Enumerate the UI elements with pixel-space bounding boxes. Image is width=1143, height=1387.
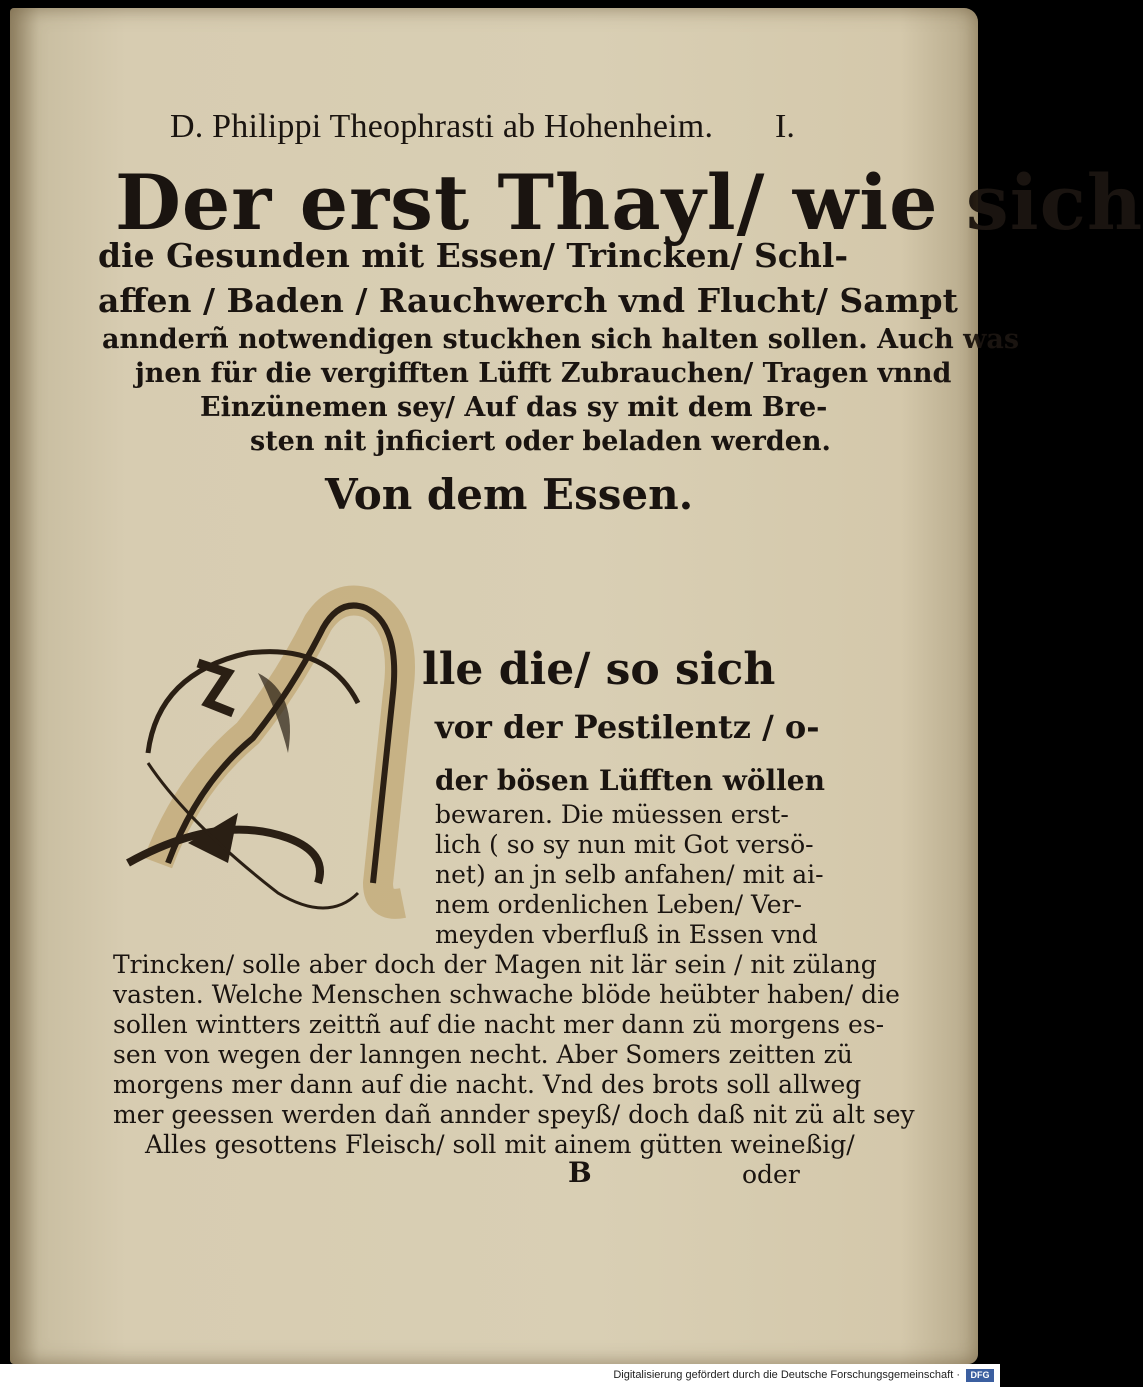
body-line-3: der bösen Lüfften wöllen [435,764,825,797]
body-line-5: lich ( so sy nun mit Got versö- [435,830,814,859]
title-line-2: die Gesunden mit Essen/ Trincken/ Schl- [98,236,849,275]
body-line-6: net) an jn selb anfahen/ mit ai- [435,860,824,889]
footer-credit: Digitalisierung gefördert durch die Deutsche Forschungsgemeinschaft · [613,1369,960,1381]
body-line-13: morgens mer dann auf die nacht. Vnd des brots soll allweg [113,1070,862,1099]
title-line-5: jnen für die vergifften Lüfft Zubrauchen/ Tragen vnnd [135,358,952,389]
title-line-3: affen / Baden / Rauchwerch vnd Flucht/ Sampt [98,281,958,320]
body-line-7: nem ordenlichen Leben/ Ver- [435,890,803,919]
title-line-1: Der erst Thayl/ wie sich [115,158,1143,247]
title-line-4: annderñ notwendigen stuckhen sich halten sollen. Auch was [102,324,1020,355]
folio-number: I. [775,108,795,145]
catchword: oder [742,1160,800,1189]
body-line-15: Alles gesottens Fleisch/ soll mit ainem gütten weineßig/ [145,1130,855,1159]
body-line-1: lle die/ so sich [422,644,776,695]
title-line-7: sten nit jnficiert oder beladen werden. [250,426,831,457]
running-head: D. Philippi Theophrasti ab Hohenheim. [170,108,714,145]
body-line-4: bewaren. Die müessen erst- [435,800,789,829]
body-line-14: mer geessen werden dañ annder speyß/ doch daß nit zü alt sey [113,1100,915,1129]
body-line-8: meyden vberfluß in Essen vnd [435,920,818,949]
dfg-logo: DFG [966,1369,994,1382]
section-heading: Von dem Essen. [325,470,694,519]
body-line-12: sen von wegen der lanngen necht. Aber Somers zeitten zü [113,1040,853,1069]
book-page [10,8,1143,1364]
body-line-2: vor der Pestilentz / o- [435,708,820,746]
title-line-6: Einzünemen sey/ Auf das sy mit dem Bre- [200,392,828,423]
digitization-footer [0,1364,1000,1387]
body-line-9: Trincken/ solle aber doch der Magen nit lär sein / nit zülang [113,950,877,979]
decorated-initial-a [128,563,428,923]
signature-mark: B [568,1156,592,1189]
body-line-10: vasten. Welche Menschen schwache blöde heübter haben/ die [113,980,900,1009]
body-line-11: sollen wintters zeittñ auf die nacht mer dann zü morgens es- [113,1010,885,1039]
